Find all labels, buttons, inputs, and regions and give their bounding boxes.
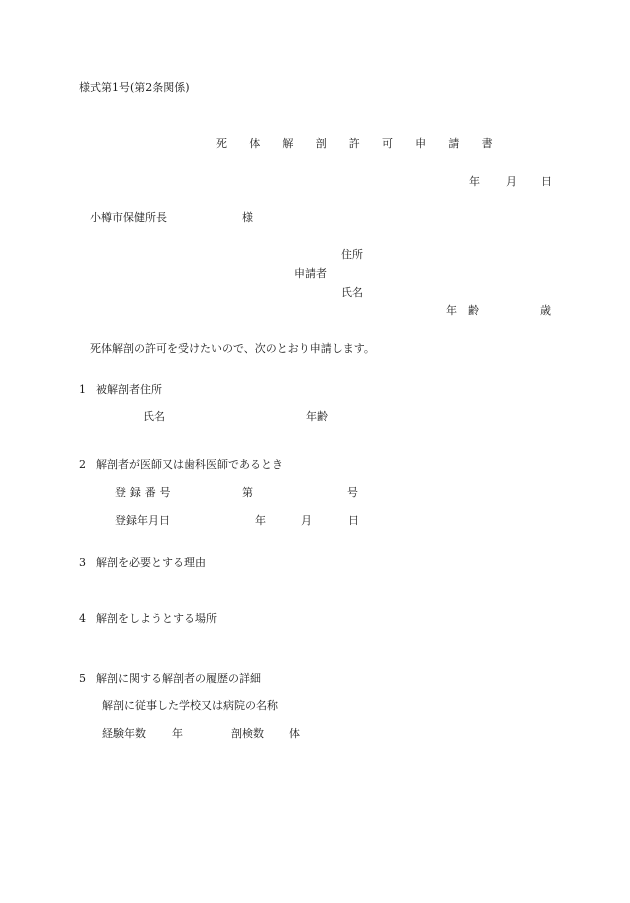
item5-number: 5 [79, 672, 86, 685]
form-number: 様式第1号(第2条関係) [79, 81, 190, 94]
item4-number: 4 [79, 612, 86, 625]
item3-label: 解剖を必要とする理由 [96, 556, 206, 569]
item5-label: 解剖に関する解剖者の履歴の詳細 [96, 672, 261, 685]
item5-count-unit: 体 [289, 727, 300, 740]
applicant-age-unit: 歳 [540, 304, 551, 317]
addressee-name: 小樽市保健所長 [90, 211, 167, 224]
item1-name-label: 氏名 [143, 410, 165, 423]
item5-years-label: 経験年数 [102, 727, 146, 740]
item2-reg-day-label: 日 [348, 514, 359, 527]
item2-number: 2 [79, 458, 86, 471]
item1-label: 被解剖者住所 [96, 383, 162, 396]
date-year-label: 年 [469, 175, 480, 188]
applicant-label: 申請者 [294, 267, 327, 280]
item2-reg-no-prefix: 第 [242, 486, 253, 499]
item2-reg-year-label: 年 [255, 514, 266, 527]
item5-years-unit: 年 [172, 727, 183, 740]
item2-reg-date-label: 登録年月日 [115, 514, 170, 527]
item2-reg-month-label: 月 [301, 514, 312, 527]
item1-age-label: 年齢 [306, 410, 328, 423]
item3-number: 3 [79, 556, 86, 569]
applicant-age-label: 年 齢 [446, 304, 479, 317]
applicant-address-label: 住所 [341, 248, 363, 261]
addressee-honorific: 様 [242, 211, 253, 224]
applicant-name-label: 氏名 [341, 286, 363, 299]
item2-reg-no-label: 登録番号 [115, 486, 175, 499]
item2-label: 解剖者が医師又は歯科医師であるとき [96, 458, 283, 471]
item1-number: 1 [79, 383, 86, 396]
date-day-label: 日 [541, 175, 552, 188]
item2-reg-no-suffix: 号 [347, 486, 358, 499]
date-month-label: 月 [506, 175, 517, 188]
form-title: 死 体 解 剖 許 可 申 請 書 [216, 137, 502, 150]
item4-label: 解剖をしようとする場所 [96, 612, 217, 625]
intro-text: 死体解剖の許可を受けたいので、次のとおり申請します。 [90, 342, 375, 355]
item5-school-label: 解剖に従事した学校又は病院の名称 [102, 699, 278, 712]
item5-count-label: 剖検数 [231, 727, 264, 740]
